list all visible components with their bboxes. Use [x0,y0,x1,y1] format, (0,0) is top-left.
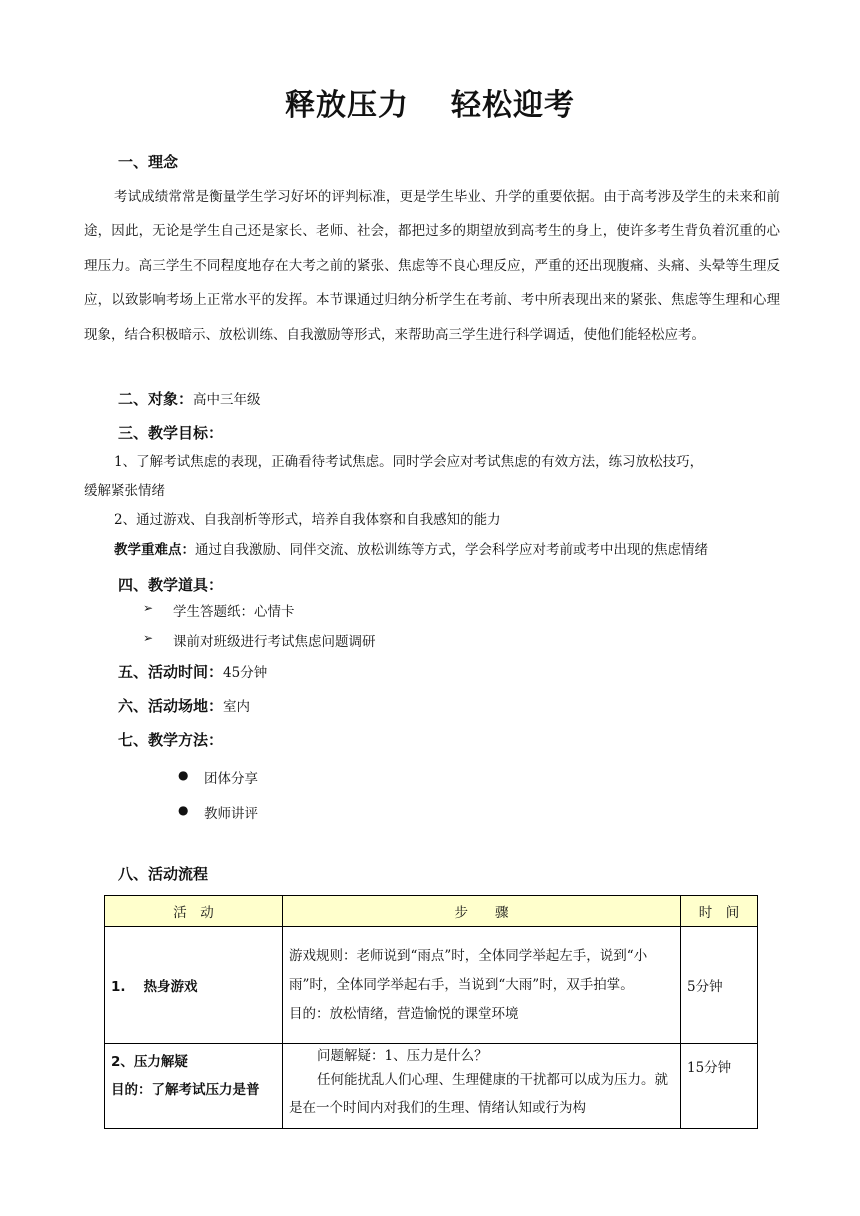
section-time [118,661,267,682]
activity-cell [105,1044,283,1129]
venue-value: 室内 [223,699,251,715]
section-heading-venue: 六、活动场地： [118,697,224,715]
arrow-bullet-icon: ➢ [143,631,154,645]
header-steps: 步 骤 [283,896,681,927]
section-heading-time: 五、活动时间： [118,663,224,681]
header-time: 时 间 [681,896,758,927]
activity-flow-table [104,895,758,1129]
activity-number: 1. [111,979,126,995]
goal-1-line-1: 1、了解考试焦虑的表现，正确看待考试焦虑。同时学会应对考试焦虑的有效方法，练习放松技巧， [114,454,704,470]
section-heading-props: 四、教学道具： [118,576,224,594]
bullet-dot-icon: ● [178,768,189,782]
section-heading-methods: 七、教学方法： [118,731,224,749]
section-heading-goals: 三、教学目标： [118,424,224,442]
activity-cell [105,927,283,1044]
goal-1-line-2: 缓解紧张情绪 [84,483,165,499]
table-row [105,927,758,1044]
document-title [0,80,860,124]
steps-cell [283,927,681,1044]
activity-name: 2、压力解疑 [111,1054,188,1070]
prop-item-2: 课前对班级进行考试焦虑问题调研 [173,634,376,650]
table-row [105,1044,758,1129]
activity-purpose: 目的：了解考试压力是普 [111,1082,260,1098]
target-value: 高中三年级 [193,392,261,408]
steps-question: 问题解疑：1、压力是什么？ [317,1048,488,1064]
prop-item-1: 学生答题纸：心情卡 [173,604,295,620]
method-item-1: 团体分享 [204,771,258,787]
steps-purpose: 目的：放松情绪，营造愉悦的课堂环境 [289,1005,519,1022]
steps-text: 任何能扰乱人们心理、生理健康的干扰都可以成为压力。就是在一个时间内对我们的生理、情绪认知或行为构 [289,1072,668,1116]
time-value: 45分钟 [223,665,268,681]
time-cell: 5分钟 [681,927,758,1044]
section-heading-flow: 八、活动流程 [118,865,209,883]
title-right: 轻松迎考 [451,88,575,123]
section-heading-target: 二、对象： [118,390,194,408]
key-points-text: 通过自我激励、同伴交流、放松训练等方式，学会科学应对考前或考中出现的焦虑情绪 [195,542,708,558]
title-left: 释放压力 [285,88,409,123]
time-cell: 15分钟 [681,1044,758,1129]
bullet-dot-icon: ● [178,803,189,817]
goal-2: 2、通过游戏、自我剖析等形式，培养自我体察和自我感知的能力 [114,512,501,528]
method-item-2: 教师讲评 [204,806,258,822]
header-activity: 活 动 [105,896,283,927]
key-points [114,538,708,558]
table-header-row [105,896,758,927]
arrow-bullet-icon: ➢ [143,601,154,615]
section-heading-philosophy: 一、理念 [118,153,179,171]
section-venue [118,695,250,716]
steps-text: 游戏规则：老师说到“雨点”时，全体同学举起左手，说到“小雨”时，全体同学举起右手，当说到“大雨”时，双手拍掌。 [289,947,648,993]
key-points-label: 教学重难点： [114,542,195,558]
section-target [118,388,261,409]
philosophy-paragraph: 考试成绩常常是衡量学生学习好坏的评判标准，更是学生毕业、升学的重要依据。由于高考涉及学生的未来和前途，因此，无论是学生自己还是家长、老师、社会，都把过多的期望放到高考生的身上，使许多考生背负着沉重的心理压力。高三学生不同程度地存在大考之前的紧张、焦虑等不良心理反应，严重的还出现腹痛、头痛、头晕等生理反应，以致影响考场上正常水平的发挥。本节课通过归纳分析学生在考前、考中所表现出来的紧张、焦虑等生理和心理现象，结合积极暗示、放松训练、自我激励等形式，来帮助高三学生进行科学调适，使他们能轻松应考。 [84,189,780,343]
activity-name: 热身游戏 [143,979,198,995]
steps-text-wrap [289,1066,674,1128]
steps-cell [283,1044,681,1129]
